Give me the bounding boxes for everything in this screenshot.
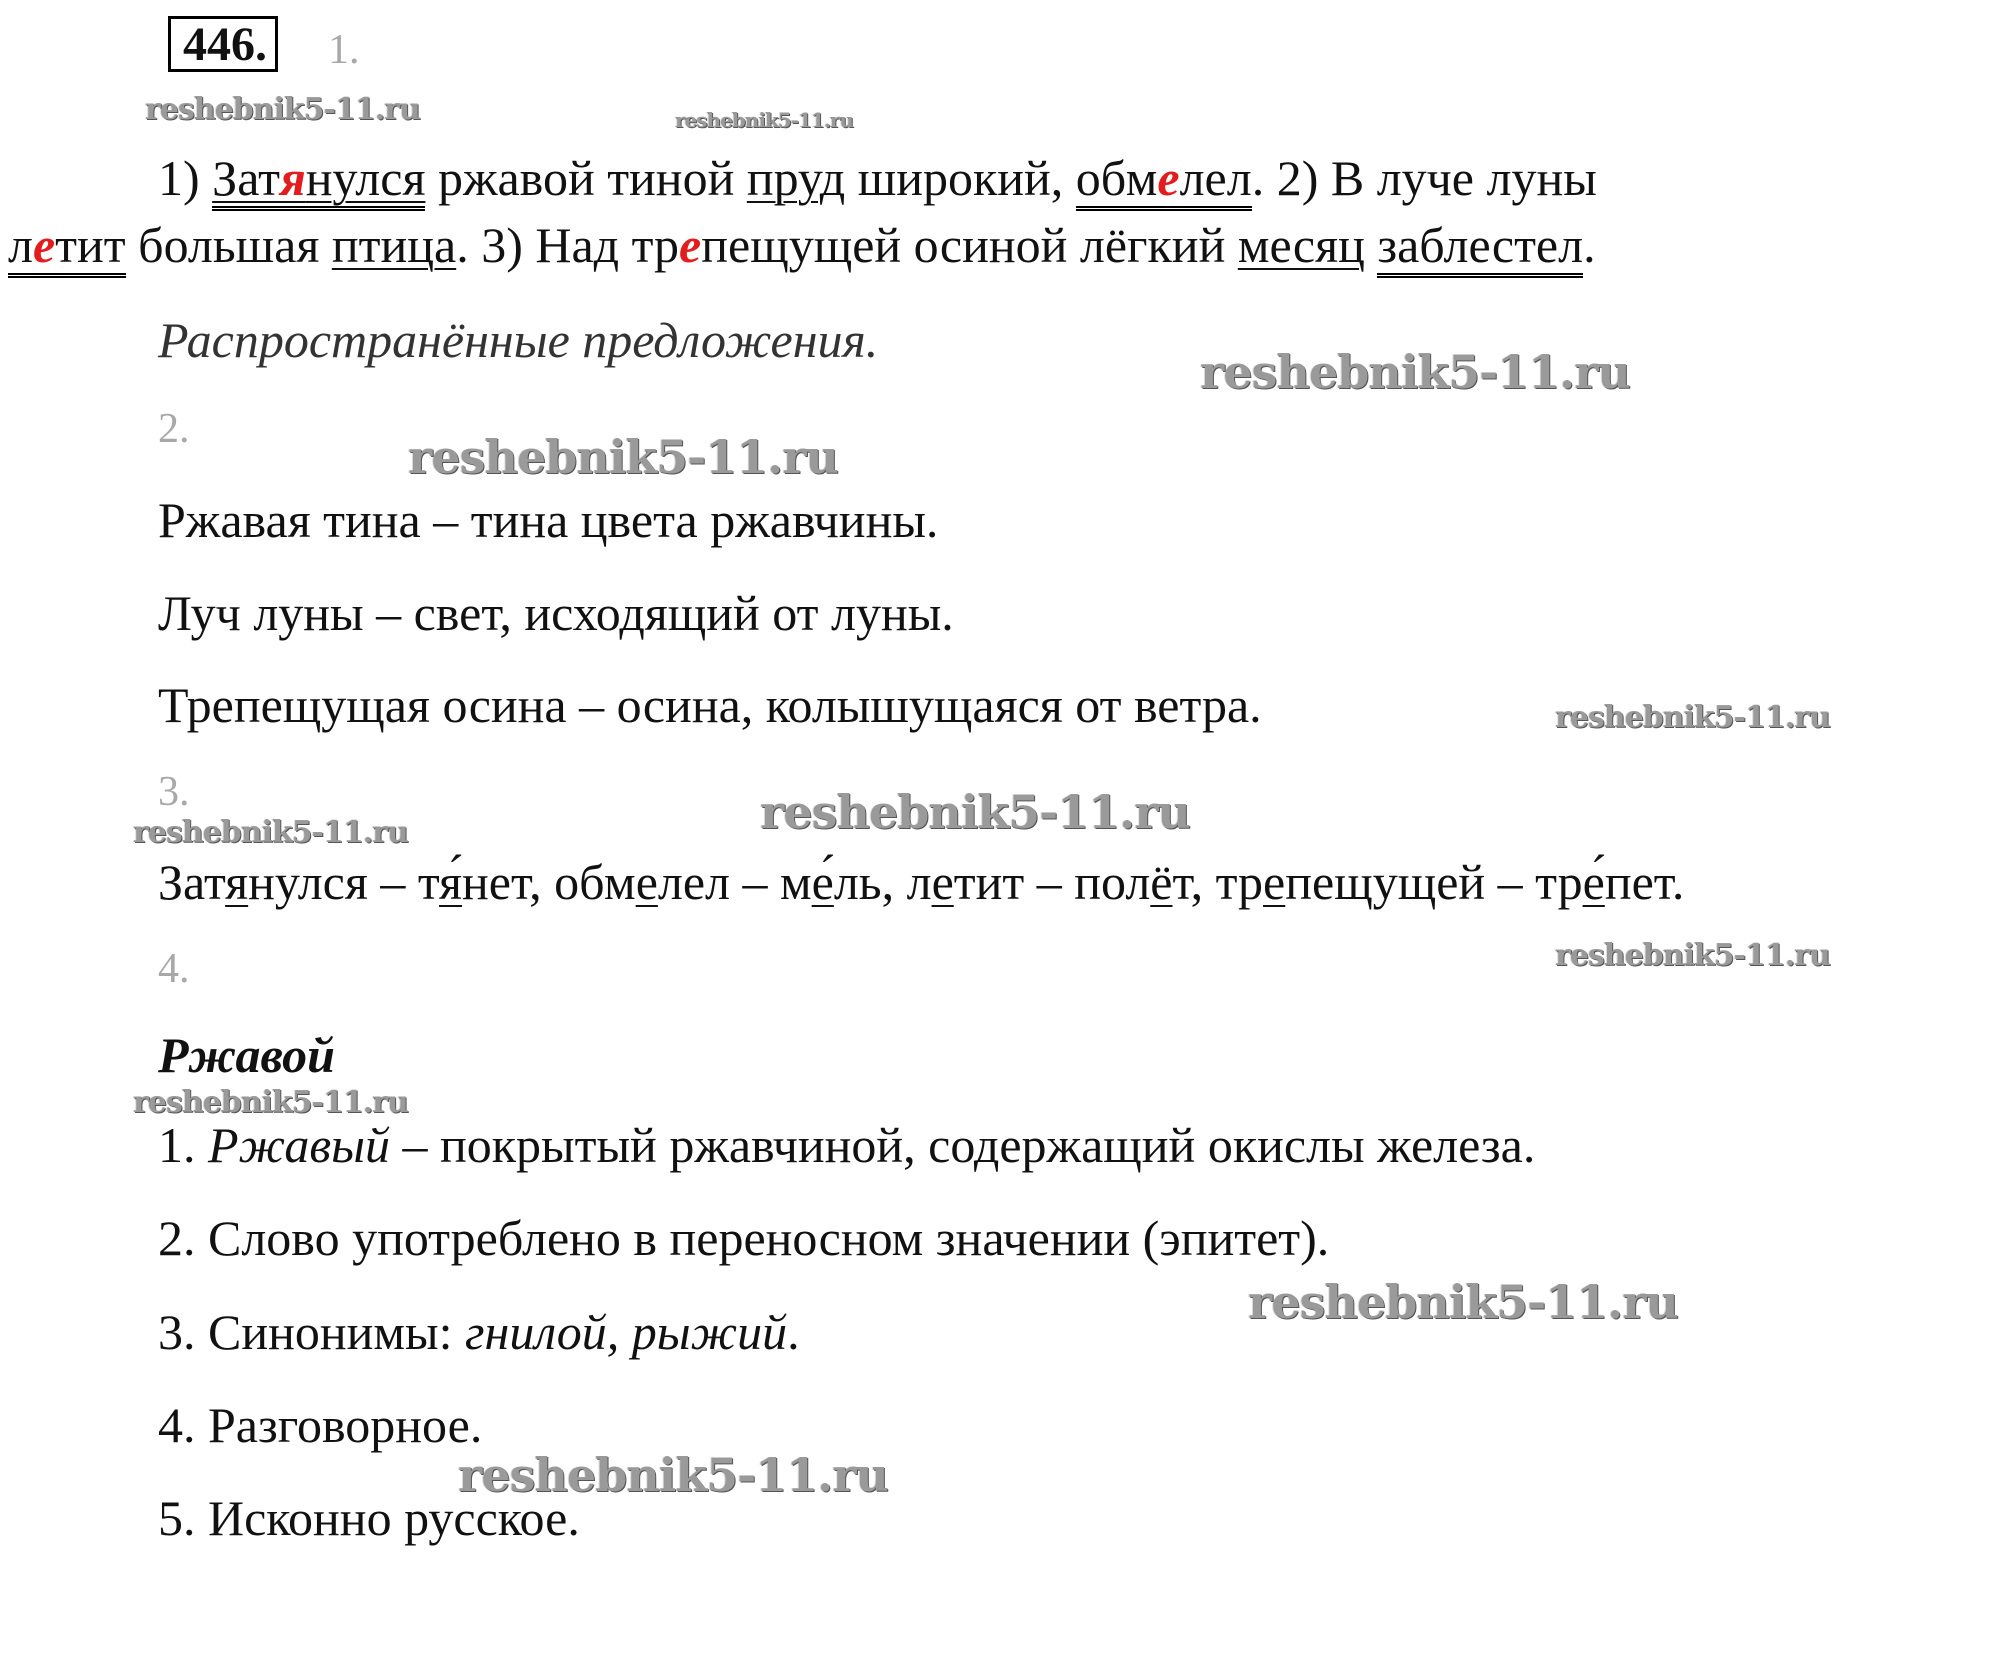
part-2-item: Луч луны – свет, исходящий от луны.	[158, 585, 954, 641]
part-2-item: Трепещущая осина – осина, колышущаяся от ветра.	[158, 677, 1262, 733]
sentence-line-1: 1) Затянулся ржавой тиной пруд широкий, обмелел. 2) В луче луны	[158, 148, 1597, 208]
part-4-item: 5. Исконно русское.	[158, 1490, 580, 1546]
part-4-item: 4. Разговорное.	[158, 1397, 483, 1453]
watermark: reshebnik5-11.ru	[1200, 345, 1630, 399]
subject-mesyats: месяц	[1237, 217, 1365, 273]
part-3-line: Затянулся – тя́нет, обмелел – ме́ль, летит – полёт, трепещущей – тре́пет.	[158, 854, 1685, 910]
watermark: reshebnik5-11.ru	[145, 92, 420, 127]
subject-prud: пруд	[746, 150, 846, 206]
part-2-item: Ржавая тина – тина цвета ржавчины.	[158, 492, 939, 548]
exercise-number: 446.	[168, 16, 278, 72]
word-heading: Ржавой	[158, 1027, 335, 1083]
watermark: reshebnik5-11.ru	[760, 785, 1190, 839]
part-4-item: 3. Синонимы: гнилой, рыжий.	[158, 1304, 800, 1360]
watermark: reshebnik5-11.ru	[1555, 700, 1830, 735]
predicate-obmelel: обмелел	[1076, 150, 1252, 211]
watermark: reshebnik5-11.ru	[408, 430, 838, 484]
part-4-item: 1. Ржавый – покрытый ржавчиной, содержащий окислы железа.	[158, 1117, 1536, 1173]
predicate-letit: летит	[8, 217, 126, 278]
watermark: reshebnik5-11.ru	[133, 815, 408, 850]
part-2-label: 2.	[158, 406, 190, 452]
subject-ptitsa: птица	[331, 217, 457, 273]
watermark: reshebnik5-11.ru	[458, 1448, 888, 1502]
part-3-label: 3.	[158, 769, 190, 815]
sentence-line-2: летит большая птица. 3) Над трепещущей осиной лёгкий месяц заблестел.	[8, 215, 1596, 275]
predicate-zablestel: заблестел	[1377, 217, 1583, 278]
watermark: reshebnik5-11.ru	[133, 1085, 408, 1120]
part-1-label: 1.	[328, 27, 360, 73]
conclusion-text: Распространённые предложения.	[158, 312, 879, 368]
part-4-label: 4.	[158, 946, 190, 992]
watermark: reshebnik5-11.ru	[1555, 938, 1830, 973]
predicate-zatyanulsya: Затянулся	[212, 150, 425, 211]
watermark: reshebnik5-11.ru	[675, 108, 853, 132]
watermark: reshebnik5-11.ru	[1248, 1275, 1678, 1329]
part-4-item: 2. Слово употреблено в переносном значении (эпитет).	[158, 1210, 1330, 1266]
